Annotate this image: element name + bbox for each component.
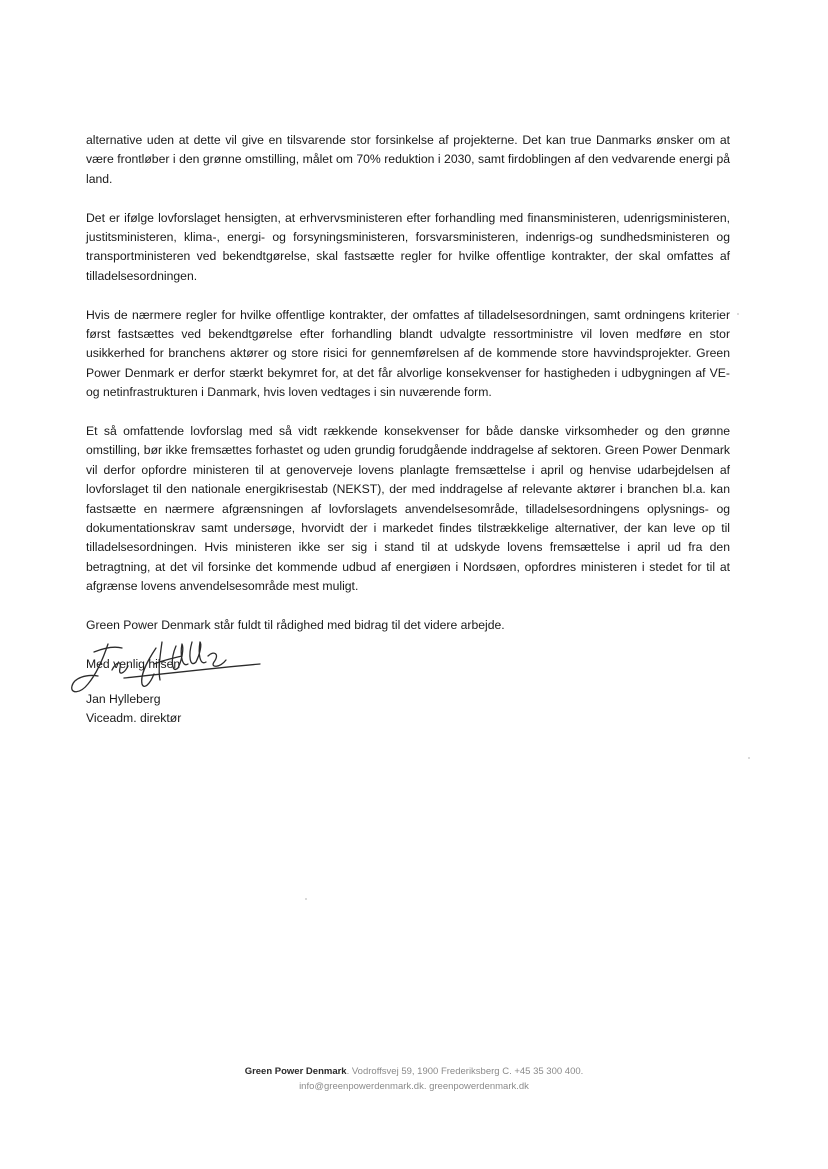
paragraph-4: Et så omfattende lovforslag med så vidt rækkende konsekvenser for både danske virksomheder og den grønne omstilling, bør ikke fremsættes forhastet og uden grundig forudgående inddragelse af sektoren. Green Power Denmark vil derfor opfordre ministeren til at genoverveje lovens planlagte fremsættelse i april og henvise udarbejdelsen af lovforslaget til den nationale energikrisestab (NEKST), der med inddragelse af relevante aktører i branchen bl.a. kan fastsætte en nærmere afgrænsningen af lovforslagets anvendelsesområde, tilladelsesordningens oplysnings- og dokumentationskrav samt undersøge, hvorvidt der i markedet findes tilstrækkelige alternativer, der kan leve op til tilladelsesordningen. Hvis ministeren ikke ser sig i stand til at udskyde lovens fremsættelse i april ud fra den betragtning, at det vil forsinke det kommende udbud af energiøen i Nordsøen, opfordres ministeren i stedet for til at afgrænse lovens anvendelsesområde mest muligt.	[86, 424, 730, 594]
closing-salutation: Med venlig hilsen	[86, 656, 181, 671]
footer-line-1	[0, 1064, 828, 1079]
paragraph-3: Hvis de nærmere regler for hvilke offentlige kontrakter, der omfattes af tilladelsesordningen, samt ordningens kriterier først fastsættes ved bekendtgørelse efter forhandling blandt udvalgte ressortministre vil loven medføre en stor usikkerhed for branchens aktører og store risici for gennemførelsen af de kommende store havvindsprojekter. Green Power Denmark er derfor stærkt bekymret for, at det får alvorlige konsekvenser for hastigheden i udbygningen af VE- og netinfrastrukturen i Danmark, hvis loven vedtages i sin nuværende form.	[86, 307, 730, 400]
paragraph-1: alternative uden at dette vil give en tilsvarende stor forsinkelse af projekterne. Det kan true Danmarks ønsker om at være frontløber i den grønne omstilling, målet om 70% reduktion i 2030, samt firdoblingen af den vedvarende energi på land.	[86, 133, 730, 186]
letter-body	[86, 131, 730, 694]
signer-name: Jan Hylleberg	[86, 692, 161, 706]
footer-address: . Vodroffsvej 59, 1900 Frederiksberg C. +45 35 300 400.	[346, 1066, 584, 1077]
signer-title: Viceadm. direktør	[86, 711, 182, 726]
scan-speck	[305, 898, 307, 900]
scan-speck	[748, 757, 750, 759]
paragraph-5: Green Power Denmark står fuldt til rådighed med bidrag til det videre arbejde.	[86, 618, 505, 633]
footer	[0, 1064, 828, 1094]
signer-block	[86, 690, 181, 729]
footer-org-name: Green Power Denmark	[244, 1066, 347, 1077]
scan-speck	[737, 313, 739, 315]
paragraph-2: Det er ifølge lovforslaget hensigten, at erhvervsministeren efter forhandling med finansministeren, udenrigsministeren, justitsministeren, klima-, energi- og forsyningsministeren, forsvarsministeren, indenrigs-og sundhedsministeren og transportministeren ved bekendtgørelse, skal fastsætte regler for hvilke offentlige kontrakter, der skal omfattes af tilladelsesordningen.	[86, 210, 730, 283]
footer-contact: info@greenpowerdenmark.dk. greenpowerdenmark.dk	[299, 1081, 529, 1092]
